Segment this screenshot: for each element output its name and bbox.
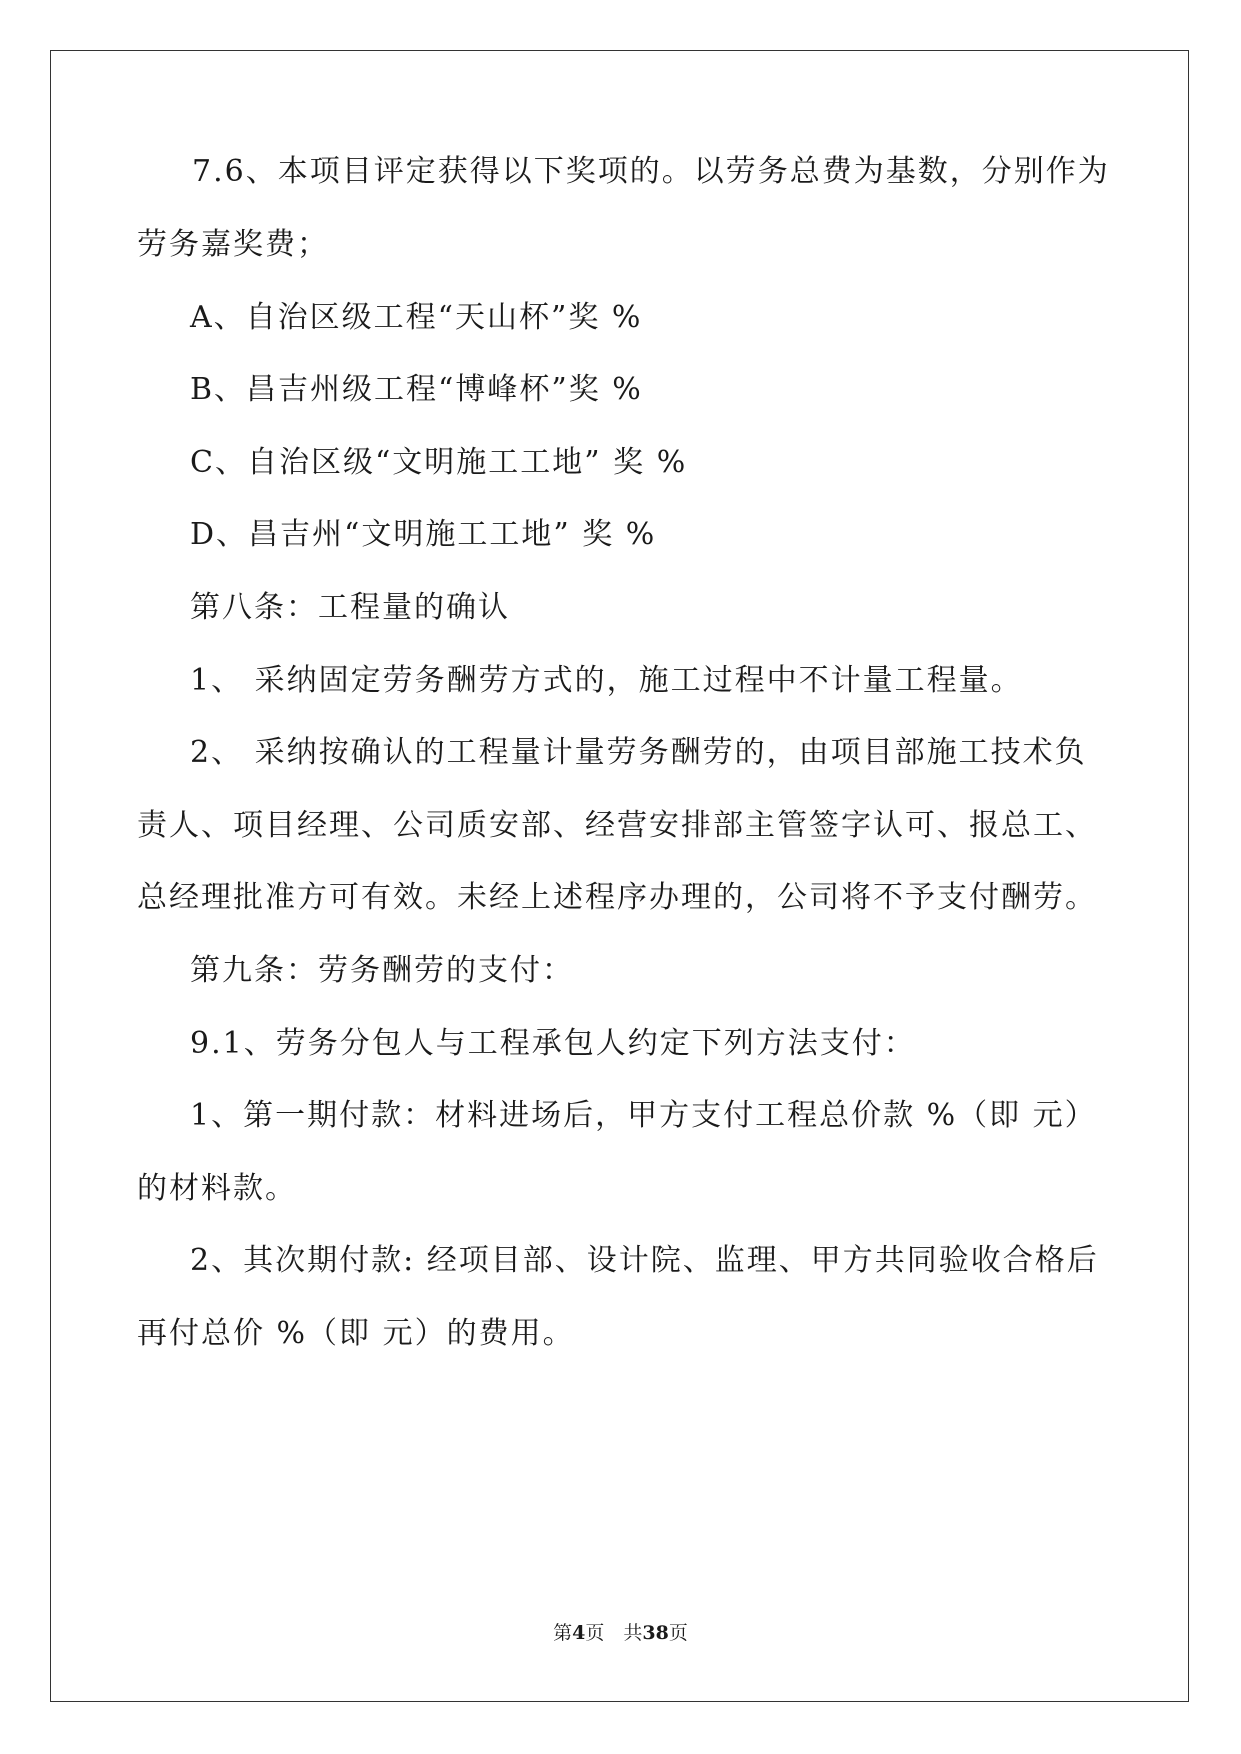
clause-9-1: 9.1、劳务分包人与工程承包人约定下列方法支付： bbox=[190, 1026, 916, 1061]
article-8-item-1: 1、 采纳固定劳务酬劳方式的，施工过程中不计量工程量。 bbox=[190, 663, 1023, 698]
article-9-heading: 第九条：劳务酬劳的支付： bbox=[190, 953, 574, 988]
article-8-item-2-line-1: 2、 采纳按确认的工程量计量劳务酬劳的，由项目部施工技术负 bbox=[190, 735, 1087, 770]
article-8-item-2-line-3: 总经理批准方可有效。未经上述程序办理的，公司将不予支付酬劳。 bbox=[137, 880, 1097, 915]
payment-2-line-2: 再付总价 %（即 元）的费用。 bbox=[137, 1316, 575, 1351]
footer-total-pages: 38 bbox=[642, 1622, 669, 1644]
award-item-c: C、自治区级“文明施工工地” 奖 % bbox=[190, 445, 688, 480]
clause-7-6-line-2: 劳务嘉奖费； bbox=[137, 227, 329, 262]
clause-7-6-line-1: 7.6、本项目评定获得以下奖项的。以劳务总费为基数，分别作为 bbox=[192, 154, 1110, 189]
article-8-item-2-line-2: 责人、项目经理、公司质安部、经营安排部主管签字认可、报总工、 bbox=[137, 808, 1097, 843]
award-item-d: D、昌吉州“文明施工工地” 奖 % bbox=[190, 517, 657, 552]
payment-1-line-2: 的材料款。 bbox=[137, 1171, 297, 1206]
footer-prefix: 第 bbox=[553, 1622, 573, 1644]
footer-middle: 页 共 bbox=[585, 1622, 643, 1644]
award-item-a: A、自治区级工程“天山杯”奖 % bbox=[190, 300, 643, 335]
footer-page-number: 4 bbox=[572, 1622, 586, 1644]
award-item-b: B、昌吉州级工程“博峰杯”奖 % bbox=[190, 372, 643, 407]
footer-suffix: 页 bbox=[668, 1622, 688, 1644]
page-footer bbox=[0, 1621, 1241, 1645]
payment-1-line-1: 1、第一期付款：材料进场后，甲方支付工程总价款 %（即 元） bbox=[190, 1098, 1097, 1133]
article-8-heading: 第八条：工程量的确认 bbox=[190, 590, 510, 625]
payment-2-line-1: 2、其次期付款: 经项目部、设计院、监理、甲方共同验收合格后 bbox=[190, 1243, 1099, 1278]
